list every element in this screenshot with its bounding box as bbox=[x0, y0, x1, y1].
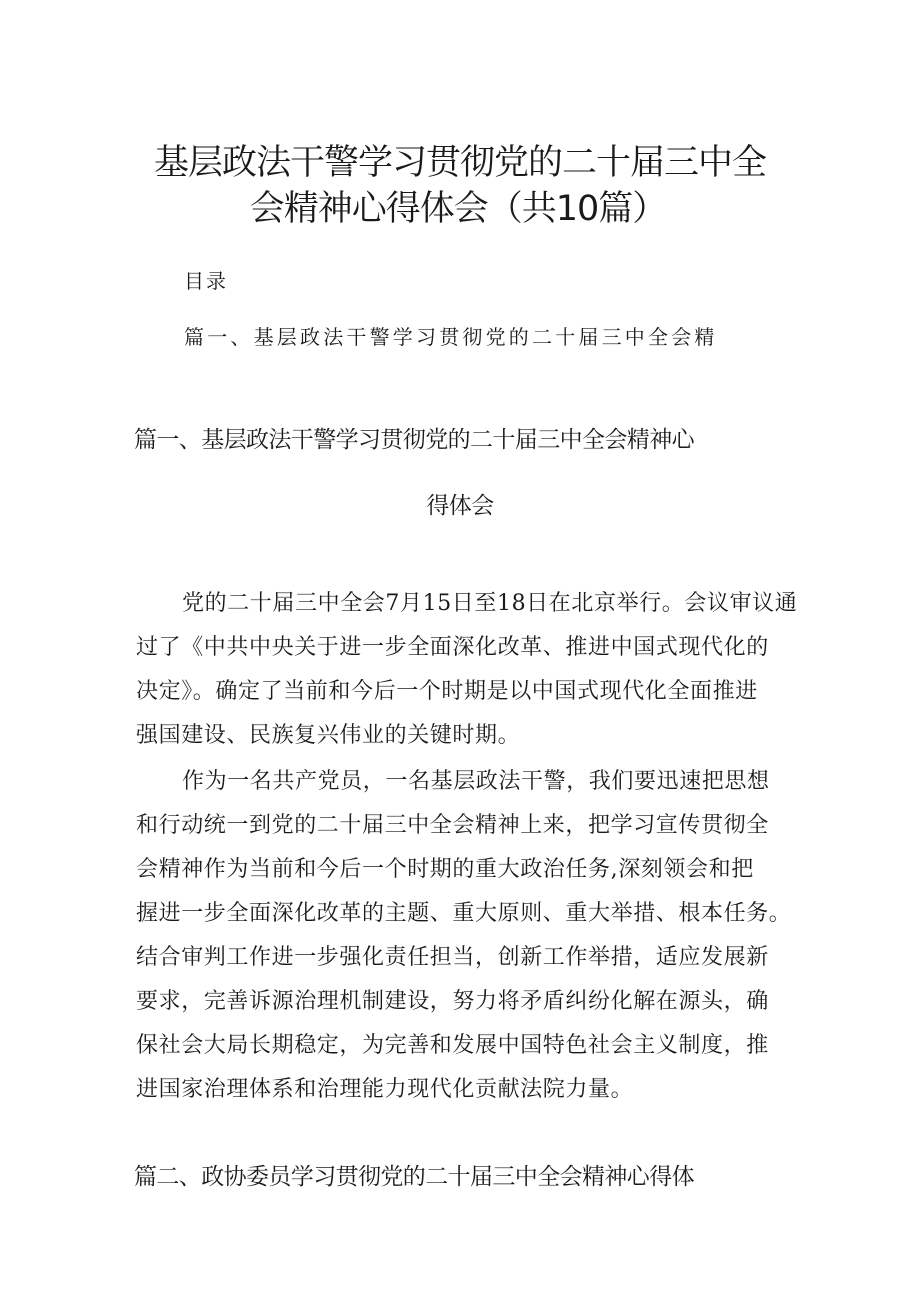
paragraph-1-line: 过了《中共中央关于进一步全面深化改革、推进中国式现代化的 bbox=[136, 635, 769, 660]
paragraph-2-line: 要求，完善诉源治理机制建设，努力将矛盾纠纷化解在源头，确 bbox=[136, 989, 769, 1014]
paragraph-1-line: 决定》。确定了当前和今后一个时期是以中国式现代化全面推进 bbox=[136, 679, 758, 704]
toc-label: 目录 bbox=[184, 269, 228, 293]
paragraph-2-line: 和行动统一到党的二十届三中全会精神上来，把学习宣传贯彻全 bbox=[136, 813, 769, 838]
section-2-heading: 篇二、政协委员学习贯彻党的二十届三中全会精神心得体 bbox=[134, 1164, 695, 1190]
paragraph-2-line: 作为一名共产党员，一名基层政法干警，我们要迅速把思想 bbox=[182, 769, 770, 794]
document-title-line-2: 会精神心得体会（共10篇） bbox=[249, 189, 667, 229]
section-1-heading-continued: 得体会 bbox=[426, 493, 494, 519]
toc-item-1[interactable]: 篇一、基层政法干警学习贯彻党的二十届三中全会精 bbox=[184, 325, 718, 349]
paragraph-1-line: 党的二十届三中全会7月15日至18日在北京举行。会议审议通 bbox=[182, 591, 798, 616]
paragraph-2-line: 结合审判工作进一步强化责任担当，创新工作举措，适应发展新 bbox=[136, 945, 769, 970]
document-title-line-1: 基层政法干警学习贯彻党的二十届三中全 bbox=[153, 143, 766, 183]
paragraph-2-line: 进国家治理体系和治理能力现代化贡献法院力量。 bbox=[136, 1077, 634, 1102]
paragraph-2-line: 握进一步全面深化改革的主题、重大原则、重大举措、根本任务。 bbox=[136, 901, 792, 926]
paragraph-1-line: 强国建设、民族复兴伟业的关键时期。 bbox=[136, 723, 521, 748]
paragraph-2-line: 保社会大局长期稳定，为完善和发展中国特色社会主义制度，推 bbox=[136, 1033, 769, 1058]
paragraph-2-line: 会精神作为当前和今后一个时期的重大政治任务,深刻领会和把 bbox=[136, 857, 754, 882]
section-1-heading: 篇一、基层政法干警学习贯彻党的二十届三中全会精神心 bbox=[134, 427, 695, 453]
